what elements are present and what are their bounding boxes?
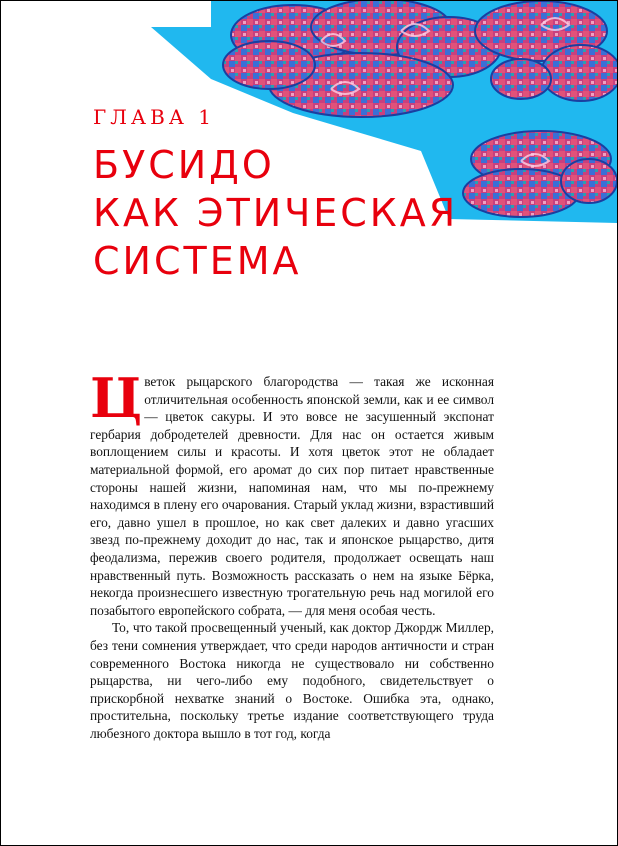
chapter-title — [93, 141, 458, 285]
paragraph: То, что такой просвещенный ученый, как доктор Джордж Миллер, без тени сомнения утверждает, что среди народов античности и стран современного Востока никогда не существовало ни собственно рыцарства, ни чего-либо ему подобного, свидетельствует о прискорбной нехватке знаний о Востоке. Ошибка эта, однако, простительна, поскольку третье издание соответствующего труда любезного доктора вышло в тот год, когда — [90, 620, 494, 741]
chapter-number: ГЛАВА 1 — [93, 105, 216, 129]
chapter-title-line: КАК ЭТИЧЕСКАЯ — [93, 191, 459, 235]
chapter-title-line: БУСИДО — [93, 143, 275, 187]
paragraph — [90, 366, 494, 619]
cloud-cluster-right — [475, 1, 617, 101]
paragraph-text: веток рыцарского благородства — такая же исконная отличительная особенность японской земли, как и ее символ — цветок сакуры. И это вовсе не засушенный экспонат гербария добродетелей древности. Для нас он остается живым воплощением силы и красоты. И хотя цветок этот не обладает материальной формой, его аромат до сих пор питает нравственные стороны нашей жизни, напоминая нам, что мы по-прежнему находимся в плену его очарования. Старый уклад жизни, взрастивший его, давно ушел в прошлое, но как свет далеких и давно угасших звезд по-прежнему доходит до нас, так и японское рыцарство, дитя феодализма, пережив своего родителя, продолжает освещать наш нравственный путь. Возможность рассказать о нем на языке Бёрка, некогда произнесшего известную трогательную речь над могилой его позабытого европейского собрата, — для меня особая честь. — [90, 374, 494, 618]
chapter-title-line: СИСТЕМА — [93, 239, 302, 283]
drop-cap: Ц — [90, 366, 143, 430]
body-text — [90, 366, 494, 742]
